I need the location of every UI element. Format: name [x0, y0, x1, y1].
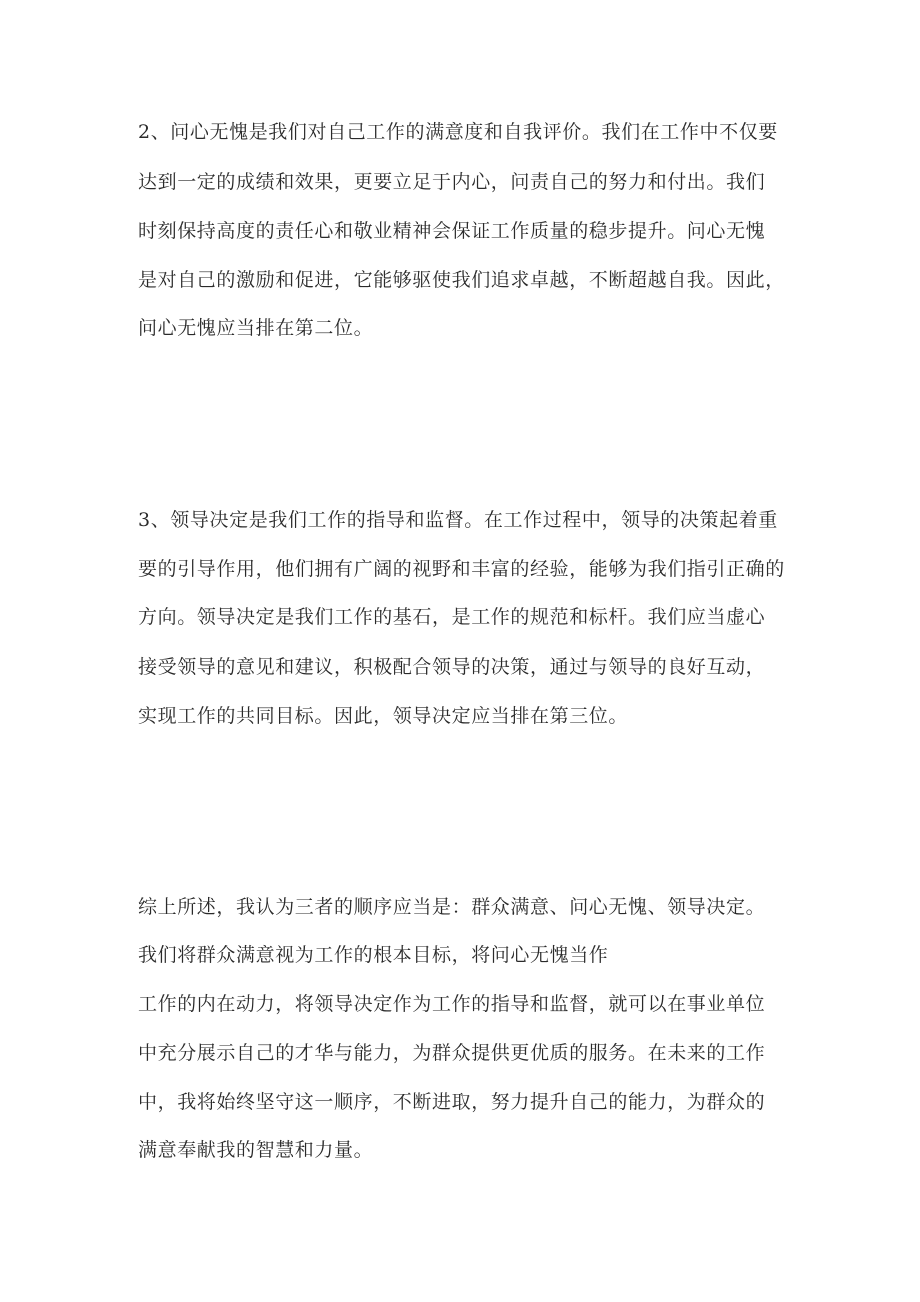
text-line: 我们将群众满意视为工作的根本目标，将问心无愧当作	[138, 944, 609, 966]
text-line: 中充分展示自己的才华与能力，为群众提供更优质的服务。在未来的工作	[138, 1042, 766, 1064]
text-line: 接受领导的意见和建议，积极配合领导的决策，通过与领导的良好互动，	[138, 656, 766, 678]
text-line: 满意奉献我的智慧和力量。	[138, 1139, 374, 1161]
text-line: 中，我将始终坚守这一顺序，不断进取，努力提升自己的能力，为群众的	[138, 1091, 766, 1113]
text-line: 是对自己的激励和促进，它能够驱使我们追求卓越，不断超越自我。因此，	[138, 269, 785, 291]
text-line: 达到一定的成绩和效果，更要立足于内心，问责自己的努力和付出。我们	[138, 171, 766, 193]
text-line: 时刻保持高度的责任心和敬业精神会保证工作质量的稳步提升。问心无愧	[138, 220, 766, 242]
text-line: 实现工作的共同目标。因此，领导决定应当排在第三位。	[138, 705, 629, 727]
text-line: 工作的内在动力，将领导决定作为工作的指导和监督，就可以在事业单位	[138, 993, 766, 1015]
text-line: 3、领导决定是我们工作的指导和监督。在工作过程中，领导的决策起着重	[138, 509, 778, 531]
text-line: 方向。领导决定是我们工作的基石，是工作的规范和标杆。我们应当虚心	[138, 606, 766, 628]
text-line: 2、问心无愧是我们对自己工作的满意度和自我评价。我们在工作中不仅要	[138, 121, 778, 143]
text-line: 要的引导作用，他们拥有广阔的视野和丰富的经验，能够为我们指引正确的	[138, 558, 785, 580]
text-line: 问心无愧应当排在第二位。	[138, 317, 374, 339]
text-line: 综上所述，我认为三者的顺序应当是：群众满意、问心无愧、领导决定。	[138, 896, 766, 918]
